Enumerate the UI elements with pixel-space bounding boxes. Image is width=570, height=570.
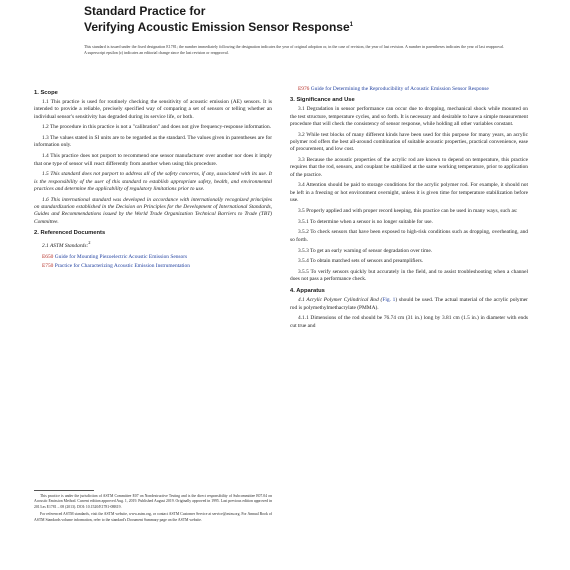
paragraph-3-1: 3.1 Degradation in sensor performance can occur due to dropping, mechanical shock while mounted on the test structure, temperature cycles, and so forth. It is necessary and desirable to have a simple measurement procedure that will check the consistency of sensor response, while holding all other variables constant. — [290, 106, 528, 127]
paragraph-3-2: 3.2 While test blocks of many different kinds have been used for this purpose for many years, an acrylic polymer rod offers the best all-around combination of suitable acoustic properties, practical convenience, ease of procurement, and low cost. — [290, 131, 528, 153]
paragraph-3-4: 3.4 Attention should be paid to storage conditions for the acrylic polymer rod. For example, it should not be left in a freezing or hot environment overnight, unless it is given time for temperature stabilization before use. — [290, 182, 528, 204]
paragraph-4-1-lead: 4.1 Acrylic Polymer Cylindrical Rod ( — [298, 297, 383, 304]
paragraph-4-1-1: 4.1.1 Dimensions of the rod should be 76.74 cm (31 in.) long by 3.81 cm (1.5 in.) in diameter with ends cut true and — [290, 315, 528, 329]
reference-item[interactable] — [34, 263, 272, 270]
reference-item[interactable] — [290, 86, 528, 93]
section-heading-significance: 3. Significance and Use — [290, 97, 355, 104]
title-line-2-text: Verifying Acoustic Emission Sensor Response — [84, 20, 350, 34]
paragraph-3-5-5: 3.5.5 To verify sensors quickly but accurately in the field, and to assist troubleshooting when a channel does not pass a performance check. — [290, 269, 528, 283]
title-footnote-mark: 1 — [349, 22, 353, 28]
reference-title: Guide for Determining the Reproducibility of Acoustic Emission Sensor Response — [310, 86, 489, 92]
title-line-1: Standard Practice for — [84, 4, 206, 18]
section-heading-apparatus: 4. Apparatus — [290, 288, 325, 295]
paragraph-1-6: 1.6 This international standard was developed in accordance with internationally recognized principles on standardization established in the Decision on Principles for the Development of International Standards, Guides and Recommendations issued by the World Trade Organization Technical Barriers to Trade (TBT) Committee. — [34, 196, 272, 225]
reference-title: Guide for Mounting Piezoelectric Acoustic Emission Sensors — [54, 254, 188, 261]
footnote-divider — [34, 490, 94, 491]
paragraph-2-1 — [34, 239, 272, 250]
paragraph-3-5-2: 3.5.2 To check sensors that have been exposed to high-risk conditions such as dropping, overheating, and so forth. — [290, 229, 528, 243]
reference-code: E750 — [42, 263, 54, 270]
section-heading-scope: 1. Scope — [34, 90, 58, 96]
paragraph-1-4: 1.4 This practice does not purport to recommend one sensor manufacturer over another nor does it imply that one type of sensor will react differently from another when using this procedure. — [34, 153, 272, 167]
designation-notice: This standard is issued under the fixed designation E1781; the number immediately following the designation indicates the year of original adoption or, in the case of revision, the year of last revision. A number in parentheses indicates the year of last reapproval. A superscript epsilon (ε) indicates an editorial change since the last revision or reapproval. — [84, 44, 504, 55]
reference-code: E976 — [298, 86, 310, 92]
footnote-1: This practice is under the jurisdiction of ASTM Committee E07 on Nondestructive Testing and is the direct responsibility of Subcommittee E07.04 on Acoustic Emission Method. Current edition approved Aug. 1, 2019. Published August 2019. Originally approved in 1995. Last previous edition approved in 2013 as E1781 – 08 (2013). DOI: 10.1520/E1781-08R19. — [34, 494, 272, 509]
right-column — [290, 86, 528, 333]
figure-link[interactable]: Fig. 1 — [382, 297, 396, 304]
astm-standards-label: 2.1 ASTM Standards: — [42, 243, 89, 250]
reference-title: Practice for Characterizing Acoustic Emission Instrumentation — [54, 263, 190, 270]
paragraph-3-5-1: 3.5.1 To determine when a sensor is no longer suitable for use. — [298, 218, 433, 225]
paragraph-1-3: 1.3 The values stated in SI units are to be regarded as the standard. The values given in parentheses are for information only. — [34, 135, 272, 149]
paragraph-3-5-3: 3.5.3 To get an early warning of sensor degradation over time. — [298, 247, 433, 254]
paragraph-3-3: 3.3 Because the acoustic properties of the acrylic rod are known to depend on temperature, this practice requires that the rod, sensors, and couplant be stabilized at the same working temperature, prior to application of the practice. — [290, 157, 528, 178]
paragraph-1-1: 1.1 This practice is used for routinely checking the sensitivity of acoustic emission (AE) sensors. It is intended to provide a reliable, precisely specified way of comparing a set of sensors or telling whether an individual sensor's sensitivity has degraded during its service life, or both. — [34, 99, 272, 120]
section-heading-referenced-documents: 2. Referenced Documents — [34, 230, 106, 237]
footnotes — [34, 490, 272, 525]
reference-item[interactable] — [34, 254, 272, 261]
document-title — [84, 4, 504, 34]
reference-code: E650 — [42, 254, 54, 261]
footnote-mark-2: 2 — [88, 240, 91, 246]
paragraph-4-1 — [290, 297, 528, 312]
paragraph-1-5: 1.5 This standard does not purport to address all of the safety concerns, if any, associated with its use. It is the responsibility of the user of this standard to establish appropriate safety, health, and environmental practices and determine the applicability of regulatory limitations prior to use. — [34, 171, 272, 192]
title-line-2 — [84, 18, 504, 34]
paragraph-3-5-4: 3.5.4 To obtain matched sets of sensors and preamplifiers. — [298, 258, 424, 265]
left-column — [34, 86, 272, 273]
paragraph-1-2: 1.2 The procedure in this practice is not a "calibration" and does not give frequency-response information. — [42, 124, 271, 131]
footnote-2: For referenced ASTM standards, visit the ASTM website, www.astm.org, or contact ASTM Customer Service at service@astm.org. For Annual Book of ASTM Standards volume information, refer to the standard's Document Summary page on the ASTM website. — [34, 512, 272, 522]
paragraph-3-5: 3.5 Properly applied and with proper record keeping, this practice can be used in many ways, such as: — [298, 207, 518, 214]
paragraph-4-1-rest: ) should be used. The actual material of the acrylic polymer rod is polymethylmethacrylate (PMMA). — [290, 297, 528, 311]
